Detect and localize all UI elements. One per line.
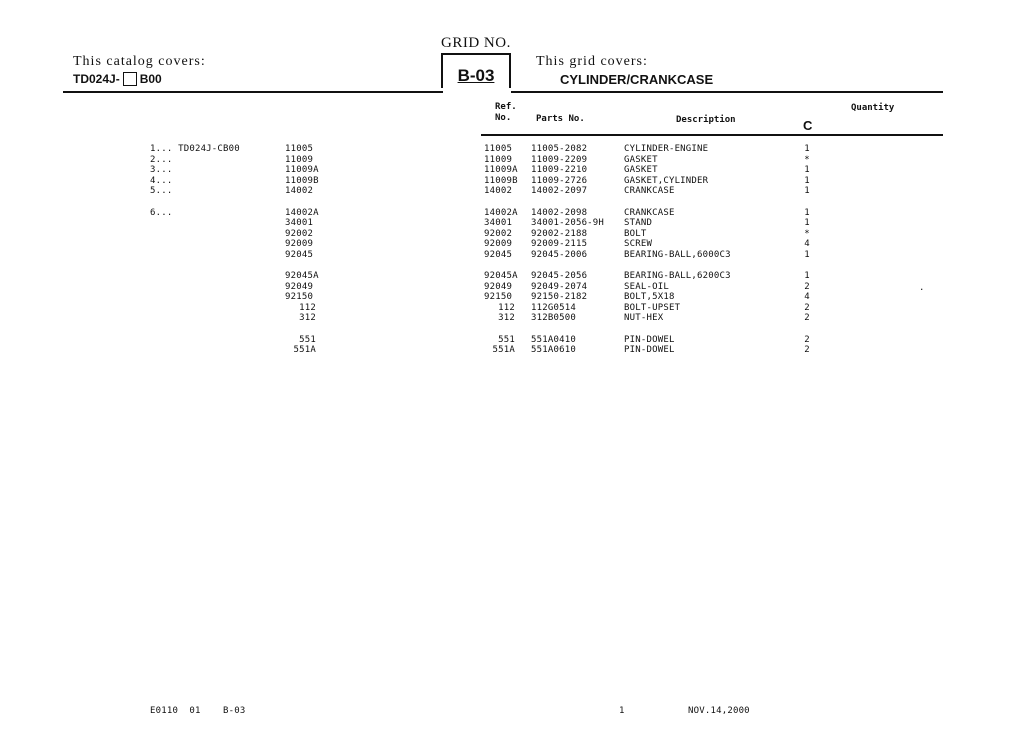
row-quantity: 1	[804, 249, 810, 260]
row-description: CRANKCASE	[624, 186, 675, 196]
row-sequence: 2...	[150, 154, 173, 165]
column-header-no: No.	[495, 113, 512, 123]
column-header-ref: Ref.	[495, 102, 517, 112]
model-checkbox-box	[123, 72, 137, 86]
column-header-qty-c: C	[803, 118, 813, 133]
row-parts-no: 92002-2188	[531, 228, 588, 239]
row-description: STAND	[624, 218, 653, 228]
row-ref-no: 112	[498, 302, 515, 313]
row-parts-no: 92045-2056	[531, 271, 588, 281]
row-parts-no: 92009-2115	[531, 239, 588, 249]
row-quantity: 1	[804, 186, 810, 196]
row-quantity: 4	[804, 292, 810, 302]
row-description: BEARING-BALL,6200C3	[624, 271, 731, 281]
row-left-ref: 14002A	[285, 207, 319, 218]
row-sequence: 4...	[150, 175, 173, 186]
row-left-ref: 312	[299, 313, 316, 323]
row-description: PIN-DOWEL	[624, 334, 675, 345]
column-header-description: Description	[676, 115, 736, 125]
row-parts-no: 11009-2209	[531, 154, 588, 165]
row-ref-no: 11005	[484, 144, 513, 154]
column-header-quantity: Quantity	[851, 103, 895, 113]
row-ref-no: 14002A	[484, 207, 518, 218]
row-quantity: 2	[804, 334, 810, 345]
grid-covers-title: CYLINDER/CRANKCASE	[560, 72, 714, 87]
row-parts-no: 551A0410	[531, 334, 576, 345]
row-description: BEARING-BALL,6000C3	[624, 249, 731, 260]
model-line	[73, 72, 162, 86]
row-quantity: 1	[804, 144, 810, 154]
row-description: BOLT,5X18	[624, 292, 675, 302]
column-header-parts-no: Parts No.	[536, 114, 585, 124]
row-ref-no: 92045A	[484, 271, 518, 281]
row-description: SCREW	[624, 239, 653, 249]
row-quantity: 2	[804, 313, 810, 323]
row-parts-no: 11009-2210	[531, 165, 588, 175]
row-sequence: 1... TD024J-CB00	[150, 144, 240, 154]
row-parts-no: 11005-2082	[531, 144, 588, 154]
row-description: GASKET,CYLINDER	[624, 175, 709, 186]
row-ref-no: 92009	[484, 239, 513, 249]
row-quantity: 2	[804, 281, 810, 292]
row-description: GASKET	[624, 165, 658, 175]
row-left-ref: 92045	[285, 249, 314, 260]
footer-page-number: 1	[619, 706, 625, 716]
row-left-ref: 14002	[285, 186, 314, 196]
model-prefix: TD024J-	[73, 72, 120, 86]
row-ref-no: 92150	[484, 292, 513, 302]
row-quantity: *	[804, 228, 810, 239]
row-quantity: 1	[804, 165, 810, 175]
row-ref-no: 92049	[484, 281, 513, 292]
row-left-ref: 11009A	[285, 165, 319, 175]
model-suffix: B00	[139, 72, 162, 86]
row-parts-no: 92150-2182	[531, 292, 588, 302]
row-quantity: 1	[804, 175, 810, 186]
row-description: GASKET	[624, 154, 658, 165]
row-left-ref: 11009	[285, 154, 314, 165]
row-ref-no: 14002	[484, 186, 513, 196]
row-left-ref: 92009	[285, 239, 314, 249]
row-parts-no: 34001-2056-9H	[531, 218, 605, 228]
row-ref-no: 11009B	[484, 175, 518, 186]
row-left-ref: 551	[299, 334, 316, 345]
footer-code: E0110 01 B-03	[150, 706, 246, 716]
grid-label: GRID NO.	[441, 35, 511, 51]
row-sequence: 3...	[150, 165, 173, 175]
row-ref-no: 11009A	[484, 165, 518, 175]
row-description: CRANKCASE	[624, 207, 675, 218]
row-left-ref: 92049	[285, 281, 314, 292]
row-ref-no: 551A	[492, 345, 515, 355]
row-quantity: 2	[804, 302, 810, 313]
row-left-ref: 551A	[293, 345, 316, 355]
row-parts-no: 92049-2074	[531, 281, 588, 292]
row-parts-no: 92045-2006	[531, 249, 588, 260]
row-ref-no: 92045	[484, 249, 513, 260]
row-parts-no: 14002-2098	[531, 207, 588, 218]
row-parts-no: 11009-2726	[531, 175, 588, 186]
row-left-ref: 34001	[285, 218, 314, 228]
row-quantity: *	[804, 154, 810, 165]
row-description: SEAL-OIL	[624, 281, 669, 292]
grid-covers-label: This grid covers:	[536, 54, 648, 69]
row-left-ref: 11009B	[285, 175, 319, 186]
row-quantity: 2	[804, 345, 810, 355]
catalog-covers-label: This catalog covers:	[73, 54, 206, 69]
row-parts-no: 112G0514	[531, 302, 576, 313]
row-ref-no: 92002	[484, 228, 513, 239]
row-sequence: 5...	[150, 186, 173, 196]
row-description: PIN-DOWEL	[624, 345, 675, 355]
row-parts-no: 551A0610	[531, 345, 576, 355]
row-quantity: 1	[804, 207, 810, 218]
row-description: BOLT	[624, 228, 647, 239]
row-ref-no: 551	[498, 334, 515, 345]
column-header-rule	[481, 134, 943, 136]
footer-date: NOV.14,2000	[688, 706, 750, 716]
row-ref-no: 312	[498, 313, 515, 323]
row-description: CYLINDER-ENGINE	[624, 144, 709, 154]
row-quantity: 4	[804, 239, 810, 249]
row-quantity: 1	[804, 218, 810, 228]
row-parts-no: 14002-2097	[531, 186, 588, 196]
header-rule-left	[63, 91, 443, 93]
row-quantity: 1	[804, 271, 810, 281]
row-ref-no: 34001	[484, 218, 513, 228]
row-description: NUT-HEX	[624, 313, 664, 323]
row-left-ref: 92002	[285, 228, 314, 239]
header-rule-right	[511, 91, 943, 93]
row-description: BOLT-UPSET	[624, 302, 681, 313]
row-left-ref: 92045A	[285, 271, 319, 281]
row-left-ref: 92150	[285, 292, 314, 302]
row-ref-no: 11009	[484, 154, 513, 165]
row-sequence: 6...	[150, 207, 173, 218]
row-parts-no: 312B0500	[531, 313, 576, 323]
stray-mark: .	[919, 283, 925, 293]
grid-number: B-03	[457, 66, 495, 85]
row-left-ref: 11005	[285, 144, 314, 154]
row-left-ref: 112	[299, 302, 316, 313]
